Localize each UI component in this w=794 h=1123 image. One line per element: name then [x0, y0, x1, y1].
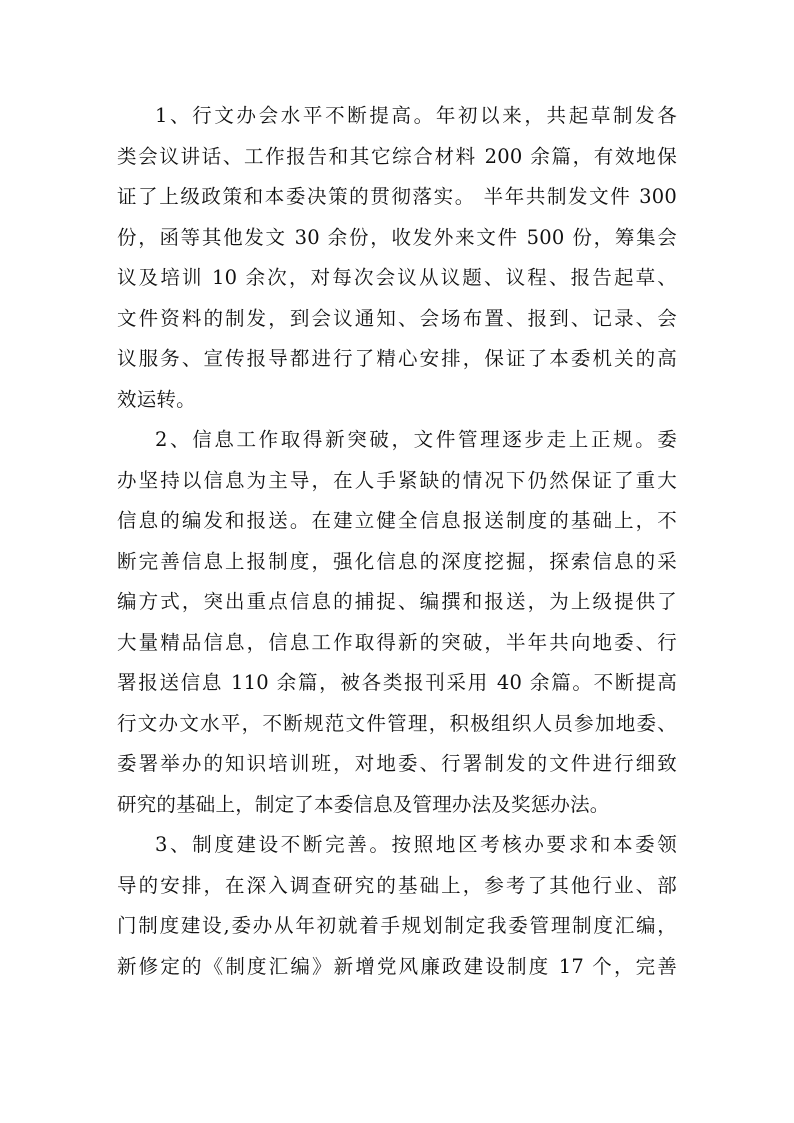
paragraph-line: 断完善信息上报制度，强化信息的深度挖掘，探索信息的采 [117, 549, 677, 573]
paragraph-line: 议服务、宣传报导都进行了精心安排，保证了本委机关的高 [117, 347, 677, 370]
paragraph-line: 编方式，突出重点信息的捕捉、编撰和报送，为上级提供了 [117, 590, 677, 613]
paragraph-line: 行文办文水平，不断规范文件管理，积极组织人员参加地委、 [117, 711, 677, 735]
paragraph-line: 导的安排，在深入调查研究的基础上，参考了其他行业、部 [117, 873, 677, 897]
paragraph-line: 大量精品信息，信息工作取得新的突破，半年共向地委、行 [117, 630, 677, 654]
paragraph-line: 委署举办的知识培训班，对地委、行署制发的文件进行细致 [117, 752, 677, 775]
paragraph-line: 证了上级政策和本委决策的贯彻落实。 半年共制发文件 300 [117, 185, 677, 208]
paragraph-line: 门制度建设,委办从年初就着手规划制定我委管理制度汇编， [117, 914, 677, 937]
paragraph-line: 办坚持以信息为主导，在人手紧缺的情况下仍然保证了重大 [117, 468, 677, 492]
paragraph-line: 2、信息工作取得新突破，文件管理逐步走上正规。委 [155, 428, 677, 451]
paragraph-line: 份，函等其他发文 30 余份，收发外来文件 500 份，筹集会 [117, 225, 677, 249]
document-body [117, 96, 677, 987]
paragraph-3 [117, 825, 677, 987]
paragraph-line: 文件资料的制发，到会议通知、会场布置、报到、记录、会 [117, 306, 677, 330]
paragraph-line: 信息的编发和报送。在建立健全信息报送制度的基础上，不 [117, 509, 677, 532]
paragraph-line: 新修定的《制度汇编》新增党风廉政建设制度 17 个，完善 [117, 954, 677, 978]
paragraph-line: 1、行文办会水平不断提高。年初以来，共起草制发各 [155, 104, 677, 127]
paragraph-line: 效运转。 [117, 387, 196, 411]
paragraph-line: 议及培训 10 余次，对每次会议从议题、议程、报告起草、 [117, 266, 677, 289]
paragraph-1 [117, 96, 677, 420]
paragraph-line: 类会议讲话、工作报告和其它综合材料 200 余篇，有效地保 [117, 144, 677, 168]
paragraph-line: 研究的基础上，制定了本委信息及管理办法及奖惩办法。 [117, 792, 610, 816]
paragraph-line: 署报送信息 110 余篇，被各类报刊采用 40 余篇。不断提高 [117, 671, 677, 694]
paragraph-line: 3、制度建设不断完善。按照地区考核办要求和本委领 [155, 833, 677, 856]
paragraph-2 [117, 420, 677, 825]
